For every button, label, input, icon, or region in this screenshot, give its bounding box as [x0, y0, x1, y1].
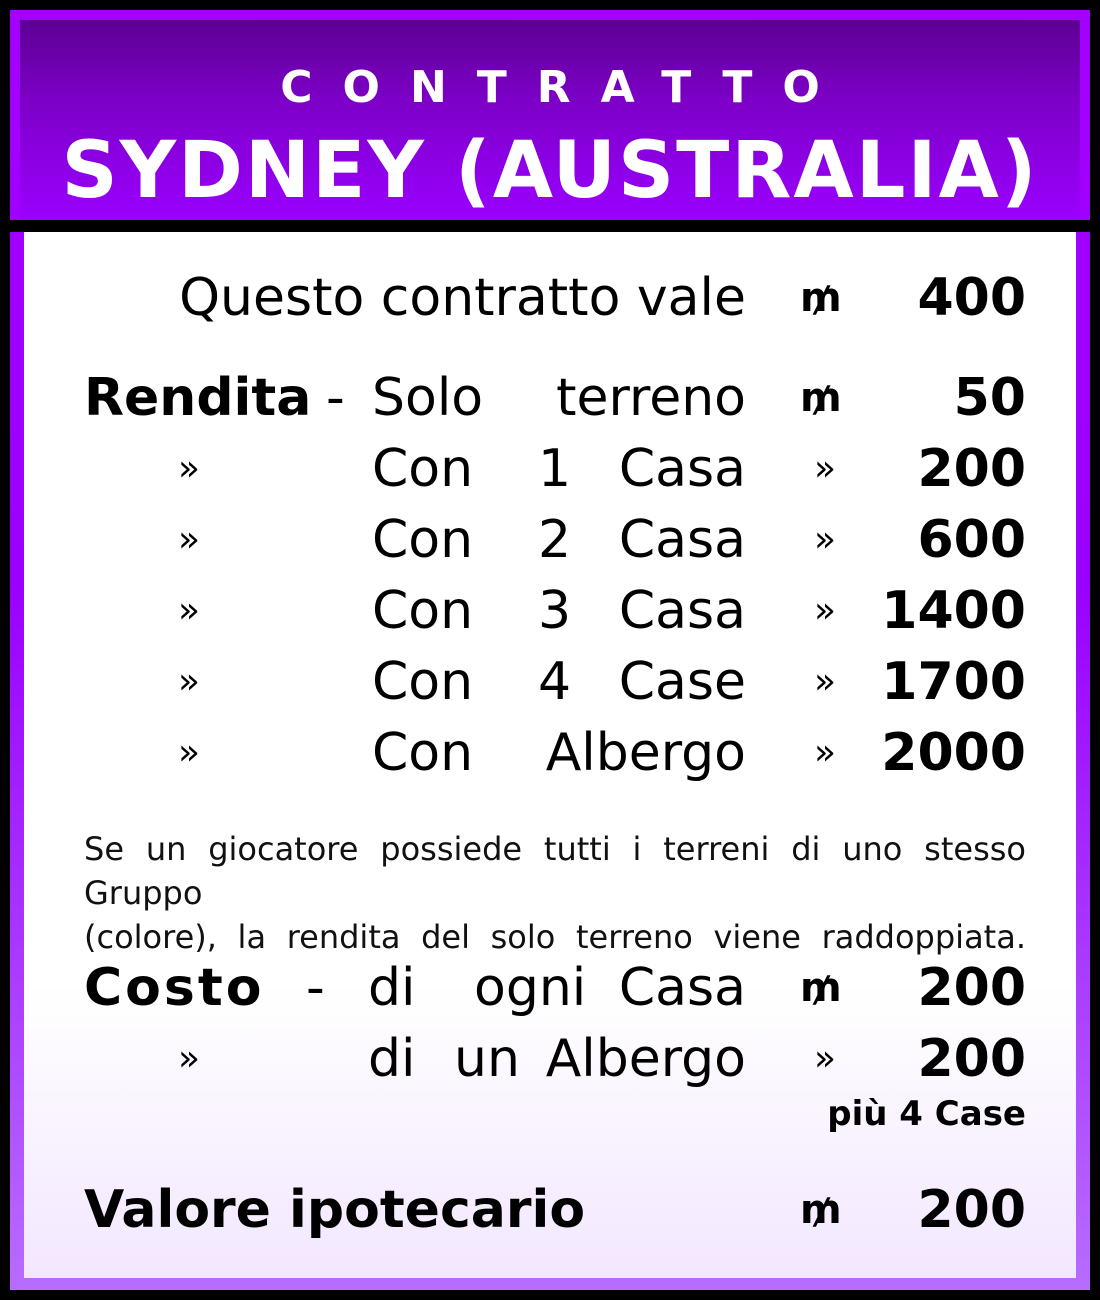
cost-word-3: Albergo — [545, 1029, 746, 1089]
cost-row-house — [0, 952, 1100, 1024]
rent-word-3: Albergo — [545, 723, 746, 783]
ditto-mark: » — [178, 448, 201, 489]
card-header — [20, 20, 1080, 220]
group-rule-note — [84, 827, 1026, 959]
currency-icon: ₥ — [800, 1187, 838, 1233]
ditto-mark: » — [178, 661, 201, 702]
rent-amount: 50 — [953, 368, 1026, 428]
cost-word-1: di — [368, 958, 416, 1018]
contract-value-amount: 400 — [917, 268, 1026, 328]
cost-heading: Costo — [84, 958, 265, 1018]
ditto-mark: » — [814, 661, 837, 702]
rent-word-1: Con — [372, 439, 474, 499]
cost-word-2: un — [454, 1029, 520, 1089]
rent-amount: 600 — [917, 510, 1026, 570]
rent-word-3: Case — [618, 652, 746, 712]
rent-word-1: Con — [372, 652, 474, 712]
cost-dash: - — [306, 958, 325, 1018]
rent-word-3: Casa — [618, 439, 746, 499]
rent-row-2-houses — [0, 504, 1100, 576]
rent-word-1: Solo — [372, 368, 484, 428]
header-divider — [10, 220, 1090, 232]
currency-icon: ₥ — [800, 275, 838, 321]
hotel-extra-note: più 4 Case — [827, 1094, 1026, 1134]
mortgage-row — [0, 1174, 1100, 1246]
ditto-mark: » — [814, 448, 837, 489]
currency-icon: ₥ — [800, 965, 838, 1011]
rent-word-1: Con — [372, 723, 474, 783]
rent-dash: - — [326, 368, 345, 428]
rent-word-3: Casa — [618, 581, 746, 641]
rent-word-2: 3 — [538, 581, 572, 641]
property-title: SYDNEY (AUSTRALIA) — [61, 126, 1039, 216]
contract-value-label: Questo contratto vale — [179, 268, 746, 328]
cost-amount: 200 — [917, 1029, 1026, 1089]
rent-row-land — [0, 362, 1100, 434]
ditto-mark: » — [814, 1038, 837, 1079]
rent-word-2: 2 — [538, 510, 572, 570]
note-line: Se un giocatore possiede tutti i terreni di uno stesso Gruppo — [84, 830, 1026, 912]
mortgage-amount: 200 — [917, 1180, 1026, 1240]
cost-word-3: Casa — [618, 958, 746, 1018]
rent-word-1: Con — [372, 510, 474, 570]
rent-amount: 2000 — [881, 723, 1026, 783]
ditto-mark: » — [814, 732, 837, 773]
cost-row-hotel — [0, 1023, 1100, 1095]
rent-word-2: 1 — [538, 439, 572, 499]
cost-word-2: ogni — [474, 958, 587, 1018]
rent-word-1: Con — [372, 581, 474, 641]
rent-heading: Rendita — [84, 368, 312, 428]
rent-row-3-houses — [0, 575, 1100, 647]
cost-word-1: di — [368, 1029, 416, 1089]
contract-value-row — [0, 262, 1100, 334]
rent-word-3: terreno — [556, 368, 746, 428]
rent-word-3: Casa — [618, 510, 746, 570]
rent-row-1-house — [0, 433, 1100, 505]
rent-word-2: 4 — [538, 652, 572, 712]
contract-label: CONTRATTO — [280, 62, 850, 113]
ditto-mark: » — [178, 1038, 201, 1079]
mortgage-label: Valore ipotecario — [84, 1180, 586, 1240]
rent-row-hotel — [0, 717, 1100, 789]
rent-amount: 200 — [917, 439, 1026, 499]
note-line: (colore), la rendita del solo terreno viene raddoppiata. — [84, 918, 1026, 956]
rent-amount: 1700 — [881, 652, 1026, 712]
ditto-mark: » — [178, 519, 201, 560]
cost-amount: 200 — [917, 958, 1026, 1018]
rent-amount: 1400 — [881, 581, 1026, 641]
ditto-mark: » — [178, 732, 201, 773]
rent-row-4-houses — [0, 646, 1100, 718]
ditto-mark: » — [178, 590, 201, 631]
ditto-mark: » — [814, 519, 837, 560]
currency-icon: ₥ — [800, 375, 838, 421]
ditto-mark: » — [814, 590, 837, 631]
